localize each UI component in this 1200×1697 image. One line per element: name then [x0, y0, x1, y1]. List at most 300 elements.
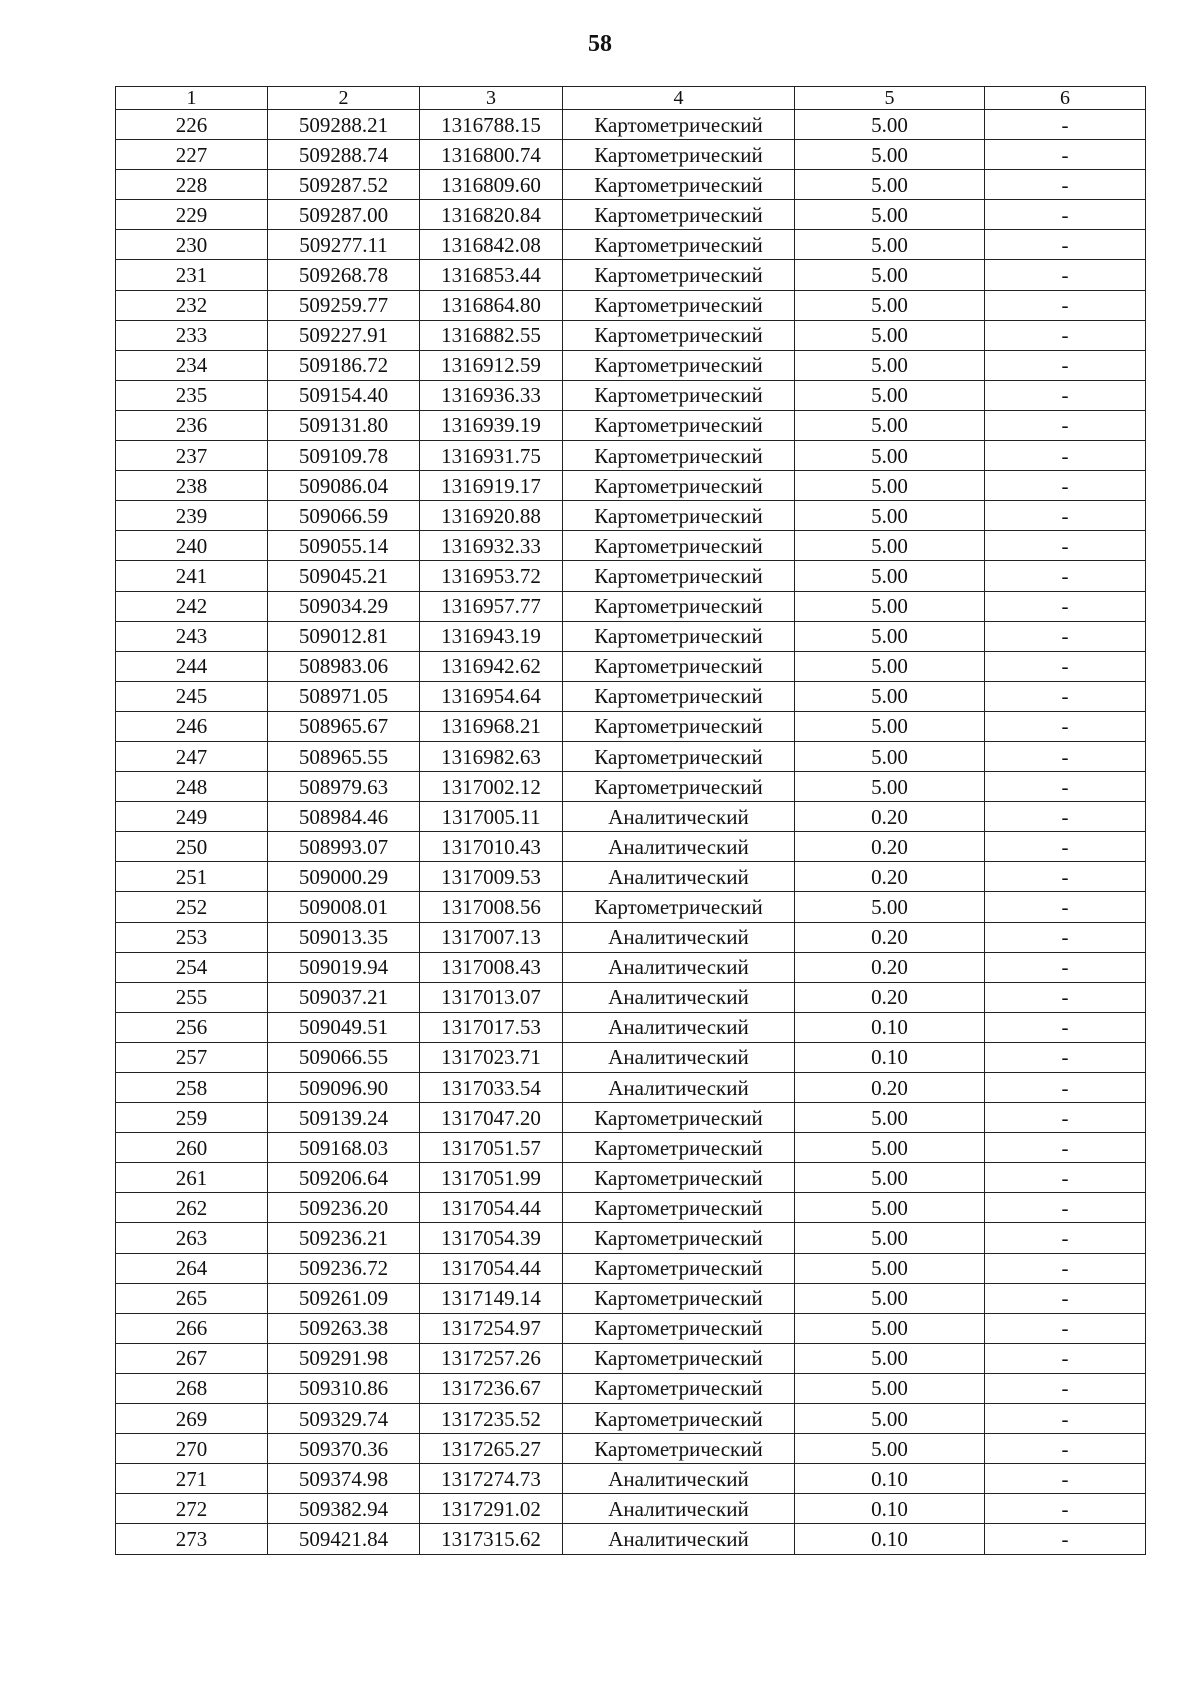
note-cell: -	[985, 200, 1146, 230]
y-coordinate-cell: 1317274.73	[420, 1464, 563, 1494]
point-number-cell: 268	[116, 1373, 268, 1403]
column-header: 1	[116, 87, 268, 110]
column-header: 2	[268, 87, 420, 110]
y-coordinate-cell: 1317051.57	[420, 1133, 563, 1163]
method-cell: Картометрический	[563, 1434, 795, 1464]
x-coordinate-cell: 508965.55	[268, 741, 420, 771]
note-cell: -	[985, 110, 1146, 140]
note-cell: -	[985, 621, 1146, 651]
method-cell: Картометрический	[563, 110, 795, 140]
point-number-cell: 239	[116, 501, 268, 531]
x-coordinate-cell: 509131.80	[268, 410, 420, 440]
y-coordinate-cell: 1316820.84	[420, 200, 563, 230]
point-number-cell: 255	[116, 982, 268, 1012]
x-coordinate-cell: 509259.77	[268, 290, 420, 320]
method-cell: Картометрический	[563, 772, 795, 802]
coordinates-table	[115, 86, 1146, 1555]
accuracy-cell: 0.20	[795, 982, 985, 1012]
x-coordinate-cell: 508971.05	[268, 681, 420, 711]
y-coordinate-cell: 1317265.27	[420, 1434, 563, 1464]
method-cell: Картометрический	[563, 741, 795, 771]
table-row	[116, 832, 1146, 862]
column-header: 5	[795, 87, 985, 110]
point-number-cell: 270	[116, 1434, 268, 1464]
note-cell: -	[985, 1494, 1146, 1524]
x-coordinate-cell: 509288.74	[268, 140, 420, 170]
x-coordinate-cell: 509329.74	[268, 1404, 420, 1434]
accuracy-cell: 5.00	[795, 471, 985, 501]
y-coordinate-cell: 1316942.62	[420, 651, 563, 681]
note-cell: -	[985, 591, 1146, 621]
accuracy-cell: 5.00	[795, 1373, 985, 1403]
note-cell: -	[985, 1404, 1146, 1434]
x-coordinate-cell: 509261.09	[268, 1283, 420, 1313]
note-cell: -	[985, 531, 1146, 561]
accuracy-cell: 5.00	[795, 1133, 985, 1163]
method-cell: Картометрический	[563, 1253, 795, 1283]
table-row	[116, 110, 1146, 140]
method-cell: Картометрический	[563, 1283, 795, 1313]
table-row	[116, 410, 1146, 440]
note-cell: -	[985, 501, 1146, 531]
y-coordinate-cell: 1317047.20	[420, 1103, 563, 1133]
accuracy-cell: 5.00	[795, 1193, 985, 1223]
x-coordinate-cell: 508965.67	[268, 711, 420, 741]
method-cell: Картометрический	[563, 350, 795, 380]
y-coordinate-cell: 1317149.14	[420, 1283, 563, 1313]
table-row	[116, 1133, 1146, 1163]
y-coordinate-cell: 1316931.75	[420, 441, 563, 471]
column-header: 6	[985, 87, 1146, 110]
x-coordinate-cell: 508983.06	[268, 651, 420, 681]
table-row	[116, 1373, 1146, 1403]
table-row	[116, 260, 1146, 290]
y-coordinate-cell: 1316953.72	[420, 561, 563, 591]
x-coordinate-cell: 508984.46	[268, 802, 420, 832]
y-coordinate-cell: 1316982.63	[420, 741, 563, 771]
table-row	[116, 681, 1146, 711]
method-cell: Картометрический	[563, 200, 795, 230]
method-cell: Картометрический	[563, 1373, 795, 1403]
method-cell: Картометрический	[563, 1223, 795, 1253]
accuracy-cell: 5.00	[795, 140, 985, 170]
note-cell: -	[985, 711, 1146, 741]
point-number-cell: 265	[116, 1283, 268, 1313]
method-cell: Картометрический	[563, 290, 795, 320]
method-cell: Картометрический	[563, 892, 795, 922]
x-coordinate-cell: 509000.29	[268, 862, 420, 892]
point-number-cell: 262	[116, 1193, 268, 1223]
point-number-cell: 226	[116, 110, 268, 140]
accuracy-cell: 5.00	[795, 441, 985, 471]
accuracy-cell: 5.00	[795, 741, 985, 771]
table-row	[116, 200, 1146, 230]
note-cell: -	[985, 140, 1146, 170]
x-coordinate-cell: 509109.78	[268, 441, 420, 471]
accuracy-cell: 5.00	[795, 1313, 985, 1343]
point-number-cell: 240	[116, 531, 268, 561]
table-row	[116, 320, 1146, 350]
x-coordinate-cell: 508993.07	[268, 832, 420, 862]
point-number-cell: 248	[116, 772, 268, 802]
note-cell: -	[985, 1434, 1146, 1464]
accuracy-cell: 5.00	[795, 1404, 985, 1434]
point-number-cell: 241	[116, 561, 268, 591]
note-cell: -	[985, 170, 1146, 200]
y-coordinate-cell: 1317010.43	[420, 832, 563, 862]
point-number-cell: 251	[116, 862, 268, 892]
note-cell: -	[985, 862, 1146, 892]
column-header: 3	[420, 87, 563, 110]
accuracy-cell: 5.00	[795, 531, 985, 561]
x-coordinate-cell: 509277.11	[268, 230, 420, 260]
point-number-cell: 269	[116, 1404, 268, 1434]
page-number: 58	[588, 31, 612, 57]
column-header: 4	[563, 87, 795, 110]
table-row	[116, 892, 1146, 922]
table-row	[116, 591, 1146, 621]
point-number-cell: 260	[116, 1133, 268, 1163]
y-coordinate-cell: 1316936.33	[420, 380, 563, 410]
method-cell: Аналитический	[563, 1073, 795, 1103]
accuracy-cell: 0.20	[795, 952, 985, 982]
x-coordinate-cell: 509288.21	[268, 110, 420, 140]
note-cell: -	[985, 380, 1146, 410]
point-number-cell: 250	[116, 832, 268, 862]
x-coordinate-cell: 509008.01	[268, 892, 420, 922]
x-coordinate-cell: 509374.98	[268, 1464, 420, 1494]
x-coordinate-cell: 509139.24	[268, 1103, 420, 1133]
x-coordinate-cell: 509370.36	[268, 1434, 420, 1464]
method-cell: Картометрический	[563, 1343, 795, 1373]
note-cell: -	[985, 471, 1146, 501]
table-row	[116, 1343, 1146, 1373]
x-coordinate-cell: 509055.14	[268, 531, 420, 561]
accuracy-cell: 5.00	[795, 200, 985, 230]
method-cell: Аналитический	[563, 862, 795, 892]
point-number-cell: 233	[116, 320, 268, 350]
note-cell: -	[985, 651, 1146, 681]
accuracy-cell: 5.00	[795, 561, 985, 591]
method-cell: Картометрический	[563, 260, 795, 290]
x-coordinate-cell: 509012.81	[268, 621, 420, 651]
table-row	[116, 621, 1146, 651]
method-cell: Картометрический	[563, 1133, 795, 1163]
x-coordinate-cell: 509382.94	[268, 1494, 420, 1524]
table-row	[116, 651, 1146, 681]
point-number-cell: 252	[116, 892, 268, 922]
note-cell: -	[985, 320, 1146, 350]
y-coordinate-cell: 1317002.12	[420, 772, 563, 802]
y-coordinate-cell: 1317008.43	[420, 952, 563, 982]
x-coordinate-cell: 509291.98	[268, 1343, 420, 1373]
point-number-cell: 230	[116, 230, 268, 260]
accuracy-cell: 5.00	[795, 1163, 985, 1193]
y-coordinate-cell: 1317315.62	[420, 1524, 563, 1554]
accuracy-cell: 5.00	[795, 1103, 985, 1133]
table-row	[116, 170, 1146, 200]
x-coordinate-cell: 509263.38	[268, 1313, 420, 1343]
point-number-cell: 246	[116, 711, 268, 741]
point-number-cell: 236	[116, 410, 268, 440]
method-cell: Аналитический	[563, 832, 795, 862]
y-coordinate-cell: 1316968.21	[420, 711, 563, 741]
method-cell: Картометрический	[563, 621, 795, 651]
note-cell: -	[985, 441, 1146, 471]
table-row	[116, 1464, 1146, 1494]
note-cell: -	[985, 230, 1146, 260]
note-cell: -	[985, 1464, 1146, 1494]
method-cell: Аналитический	[563, 922, 795, 952]
y-coordinate-cell: 1316932.33	[420, 531, 563, 561]
method-cell: Картометрический	[563, 170, 795, 200]
y-coordinate-cell: 1316842.08	[420, 230, 563, 260]
method-cell: Картометрический	[563, 561, 795, 591]
note-cell: -	[985, 922, 1146, 952]
table-row	[116, 802, 1146, 832]
y-coordinate-cell: 1317054.44	[420, 1193, 563, 1223]
table-row	[116, 922, 1146, 952]
note-cell: -	[985, 832, 1146, 862]
method-cell: Картометрический	[563, 471, 795, 501]
note-cell: -	[985, 1012, 1146, 1042]
table-row	[116, 862, 1146, 892]
point-number-cell: 266	[116, 1313, 268, 1343]
method-cell: Аналитический	[563, 1042, 795, 1072]
y-coordinate-cell: 1317017.53	[420, 1012, 563, 1042]
note-cell: -	[985, 1223, 1146, 1253]
method-cell: Аналитический	[563, 1494, 795, 1524]
point-number-cell: 259	[116, 1103, 268, 1133]
x-coordinate-cell: 509154.40	[268, 380, 420, 410]
note-cell: -	[985, 350, 1146, 380]
accuracy-cell: 5.00	[795, 651, 985, 681]
note-cell: -	[985, 892, 1146, 922]
point-number-cell: 243	[116, 621, 268, 651]
method-cell: Картометрический	[563, 1163, 795, 1193]
x-coordinate-cell: 509013.35	[268, 922, 420, 952]
point-number-cell: 228	[116, 170, 268, 200]
accuracy-cell: 5.00	[795, 1253, 985, 1283]
accuracy-cell: 5.00	[795, 110, 985, 140]
accuracy-cell: 0.20	[795, 802, 985, 832]
method-cell: Картометрический	[563, 711, 795, 741]
note-cell: -	[985, 1042, 1146, 1072]
x-coordinate-cell: 509236.21	[268, 1223, 420, 1253]
method-cell: Аналитический	[563, 802, 795, 832]
y-coordinate-cell: 1316939.19	[420, 410, 563, 440]
table-row	[116, 290, 1146, 320]
y-coordinate-cell: 1316809.60	[420, 170, 563, 200]
note-cell: -	[985, 1103, 1146, 1133]
y-coordinate-cell: 1317009.53	[420, 862, 563, 892]
note-cell: -	[985, 1193, 1146, 1223]
note-cell: -	[985, 741, 1146, 771]
x-coordinate-cell: 509019.94	[268, 952, 420, 982]
table-row	[116, 741, 1146, 771]
table-row	[116, 350, 1146, 380]
method-cell: Картометрический	[563, 230, 795, 260]
x-coordinate-cell: 509049.51	[268, 1012, 420, 1042]
accuracy-cell: 5.00	[795, 772, 985, 802]
accuracy-cell: 5.00	[795, 320, 985, 350]
x-coordinate-cell: 509421.84	[268, 1524, 420, 1554]
y-coordinate-cell: 1317054.44	[420, 1253, 563, 1283]
table-row	[116, 1313, 1146, 1343]
table-row	[116, 471, 1146, 501]
method-cell: Картометрический	[563, 320, 795, 350]
table-row	[116, 230, 1146, 260]
table-row	[116, 1404, 1146, 1434]
note-cell: -	[985, 1163, 1146, 1193]
point-number-cell: 257	[116, 1042, 268, 1072]
note-cell: -	[985, 260, 1146, 290]
point-number-cell: 264	[116, 1253, 268, 1283]
note-cell: -	[985, 1283, 1146, 1313]
method-cell: Картометрический	[563, 1404, 795, 1434]
note-cell: -	[985, 561, 1146, 591]
y-coordinate-cell: 1317054.39	[420, 1223, 563, 1253]
point-number-cell: 253	[116, 922, 268, 952]
y-coordinate-cell: 1317051.99	[420, 1163, 563, 1193]
accuracy-cell: 0.20	[795, 1073, 985, 1103]
method-cell: Картометрический	[563, 410, 795, 440]
accuracy-cell: 0.10	[795, 1524, 985, 1554]
y-coordinate-cell: 1317291.02	[420, 1494, 563, 1524]
y-coordinate-cell: 1316912.59	[420, 350, 563, 380]
table-body	[116, 110, 1146, 1555]
point-number-cell: 245	[116, 681, 268, 711]
point-number-cell: 263	[116, 1223, 268, 1253]
accuracy-cell: 5.00	[795, 1434, 985, 1464]
accuracy-cell: 0.10	[795, 1012, 985, 1042]
point-number-cell: 244	[116, 651, 268, 681]
accuracy-cell: 5.00	[795, 380, 985, 410]
note-cell: -	[985, 290, 1146, 320]
method-cell: Картометрический	[563, 1103, 795, 1133]
method-cell: Аналитический	[563, 1012, 795, 1042]
y-coordinate-cell: 1317033.54	[420, 1073, 563, 1103]
table-row	[116, 140, 1146, 170]
table-row	[116, 711, 1146, 741]
y-coordinate-cell: 1317235.52	[420, 1404, 563, 1434]
table-header-row	[116, 87, 1146, 110]
x-coordinate-cell: 509096.90	[268, 1073, 420, 1103]
point-number-cell: 254	[116, 952, 268, 982]
table-row	[116, 501, 1146, 531]
accuracy-cell: 5.00	[795, 170, 985, 200]
accuracy-cell: 5.00	[795, 501, 985, 531]
x-coordinate-cell: 509206.64	[268, 1163, 420, 1193]
point-number-cell: 234	[116, 350, 268, 380]
table-row	[116, 1524, 1146, 1554]
table-row	[116, 1042, 1146, 1072]
point-number-cell: 229	[116, 200, 268, 230]
x-coordinate-cell: 509287.00	[268, 200, 420, 230]
method-cell: Картометрический	[563, 651, 795, 681]
y-coordinate-cell: 1316882.55	[420, 320, 563, 350]
accuracy-cell: 0.20	[795, 922, 985, 952]
accuracy-cell: 0.10	[795, 1464, 985, 1494]
x-coordinate-cell: 509168.03	[268, 1133, 420, 1163]
note-cell: -	[985, 1524, 1146, 1554]
x-coordinate-cell: 509037.21	[268, 982, 420, 1012]
accuracy-cell: 5.00	[795, 290, 985, 320]
table-row	[116, 1494, 1146, 1524]
method-cell: Аналитический	[563, 952, 795, 982]
note-cell: -	[985, 1133, 1146, 1163]
y-coordinate-cell: 1316919.17	[420, 471, 563, 501]
note-cell: -	[985, 1253, 1146, 1283]
table-row	[116, 441, 1146, 471]
point-number-cell: 261	[116, 1163, 268, 1193]
table-row	[116, 1253, 1146, 1283]
note-cell: -	[985, 772, 1146, 802]
y-coordinate-cell: 1316954.64	[420, 681, 563, 711]
note-cell: -	[985, 1073, 1146, 1103]
method-cell: Картометрический	[563, 1193, 795, 1223]
point-number-cell: 227	[116, 140, 268, 170]
point-number-cell: 273	[116, 1524, 268, 1554]
method-cell: Картометрический	[563, 380, 795, 410]
table-row	[116, 952, 1146, 982]
y-coordinate-cell: 1316943.19	[420, 621, 563, 651]
accuracy-cell: 5.00	[795, 1283, 985, 1313]
y-coordinate-cell: 1317023.71	[420, 1042, 563, 1072]
accuracy-cell: 5.00	[795, 591, 985, 621]
accuracy-cell: 5.00	[795, 410, 985, 440]
point-number-cell: 249	[116, 802, 268, 832]
method-cell: Аналитический	[563, 1464, 795, 1494]
point-number-cell: 242	[116, 591, 268, 621]
y-coordinate-cell: 1316920.88	[420, 501, 563, 531]
x-coordinate-cell: 509268.78	[268, 260, 420, 290]
table-row	[116, 1073, 1146, 1103]
method-cell: Картометрический	[563, 591, 795, 621]
accuracy-cell: 5.00	[795, 681, 985, 711]
y-coordinate-cell: 1317007.13	[420, 922, 563, 952]
accuracy-cell: 5.00	[795, 350, 985, 380]
point-number-cell: 247	[116, 741, 268, 771]
y-coordinate-cell: 1317008.56	[420, 892, 563, 922]
accuracy-cell: 5.00	[795, 711, 985, 741]
x-coordinate-cell: 509287.52	[268, 170, 420, 200]
accuracy-cell: 0.10	[795, 1042, 985, 1072]
table-row	[116, 1163, 1146, 1193]
y-coordinate-cell: 1317257.26	[420, 1343, 563, 1373]
x-coordinate-cell: 509086.04	[268, 471, 420, 501]
accuracy-cell: 5.00	[795, 260, 985, 290]
y-coordinate-cell: 1316788.15	[420, 110, 563, 140]
point-number-cell: 272	[116, 1494, 268, 1524]
note-cell: -	[985, 982, 1146, 1012]
x-coordinate-cell: 509236.20	[268, 1193, 420, 1223]
note-cell: -	[985, 952, 1146, 982]
note-cell: -	[985, 1343, 1146, 1373]
accuracy-cell: 5.00	[795, 1223, 985, 1253]
note-cell: -	[985, 1313, 1146, 1343]
point-number-cell: 231	[116, 260, 268, 290]
point-number-cell: 235	[116, 380, 268, 410]
accuracy-cell: 0.20	[795, 862, 985, 892]
point-number-cell: 256	[116, 1012, 268, 1042]
note-cell: -	[985, 681, 1146, 711]
accuracy-cell: 5.00	[795, 892, 985, 922]
point-number-cell: 232	[116, 290, 268, 320]
y-coordinate-cell: 1316853.44	[420, 260, 563, 290]
method-cell: Картометрический	[563, 681, 795, 711]
table-row	[116, 531, 1146, 561]
